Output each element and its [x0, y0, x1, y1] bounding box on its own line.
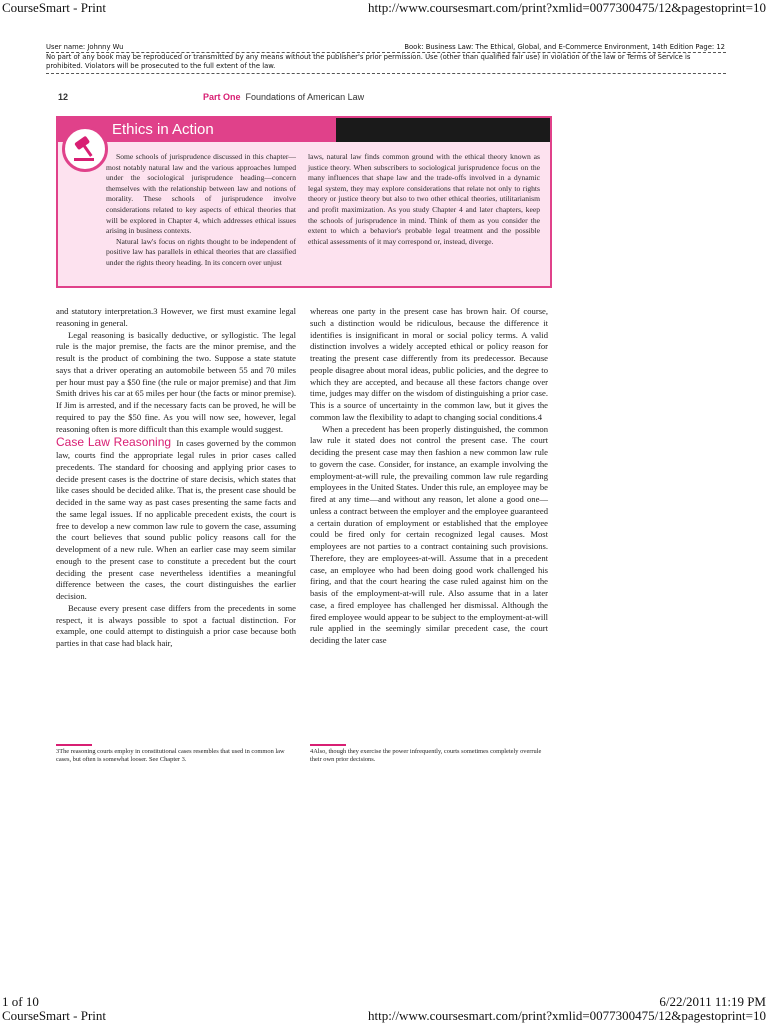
body-left-p3: In cases governed by the common law, courts find the appropriate legal rules in prior cases called precedents. The standard for choosing and applying prior cases to decide present cases is the doctrine of stare decisis, which states that like cases should be decided alike. That is, the present case should be decided in the same way as past cases presenting the same facts and the same legal issues. If no applicable precedent exists, the court is free to develop a new common law rule to govern the case, assuming the court believes that sound public policy reasons call for the development of a new rule. When an earlier case may seem similar enough to the present case to constitute a precedent but the court deciding the present case nevertheless identifies a meaningful difference between the cases, the court distinguishes the earlier decision.: [56, 438, 296, 601]
footnote-4: 4Also, though they exercise the power infrequently, courts sometimes completely overrule their own prior decisions.: [310, 748, 542, 764]
section-heading: Case Law Reasoning: [56, 435, 172, 450]
ethics-title-bar-dark: [336, 118, 550, 142]
ethics-left-p2: Natural law's focus on rights thought to be independent of positive law has parallels in ethical theories that are classified under the rights theory heading. In its concern over unjust: [106, 236, 296, 267]
ethics-title: Ethics in Action: [112, 121, 214, 138]
page-number: 12: [58, 92, 69, 102]
ethics-right-p1: laws, natural law finds common ground with the ethical theory known as justice theory. When subscribers to sociological jurisprudence focus on the many influences that shape law and the trade-offs involved in a dynamic legal system, they may explore considerations that relate not only to rights theory or justice theory but also to two other ethical theories, utilitarianism and profit maximization. As you study Chapter 4 and later chapters, keep the schools of jurisprudence in mind. Think of them as you consider the extent to which a behavior's probable legal treatment and the possible ethical assessments of it may correspond or, instead, diverge.: [308, 152, 540, 246]
footnote-3: 3The reasoning courts employ in constitutional cases resembles that used in common law cases, but often is somewhat looser. See Chapter 3.: [56, 748, 285, 764]
meta-divider-bottom: [46, 73, 726, 74]
body-right-column: [310, 306, 548, 647]
footnote-rule-right: [310, 744, 346, 746]
body-left-p2: Legal reasoning is basically deductive, or syllogistic. The legal rule is the major premise, the facts are the minor premise, and the result is the product of combining the two. Suppose a state statute says that a driver operating an automobile between 55 and 70 miles per hour must pay a $50 fine (the rule or major premise) and that Jim Smith drives his car at 65 miles per hour (the facts or minor premise). If Jim is arrested, and if the necessary facts can be proved, he will be required to pay the $50 fine. As you will now see, however, legal reasoning often is more difficult than this example would suggest.: [56, 329, 296, 434]
footnote-rule-left: [56, 744, 92, 746]
user-name: User name: Johnny Wu: [46, 43, 124, 51]
print-datetime: 6/22/2011 11:19 PM: [659, 994, 766, 1009]
body-left-column: [56, 306, 296, 650]
part-title: Foundations of American Law: [245, 92, 365, 102]
part-label: Part One: [203, 92, 241, 102]
ethics-left-p1: Some schools of jurisprudence discussed in this chapter—most notably natural law and the various approaches lumped under the sociological jurisprudence heading—concern themselves with the relationship between law and notions of morality. These schools of jurisprudence involve considerations related to key aspects of ethical theories that will be explored in Chapter 4, which addresses ethical issues arising in business contexts.: [106, 152, 296, 236]
gavel-icon: [62, 126, 108, 172]
ethics-right-column: [308, 152, 540, 247]
footer-url: http://www.coursesmart.com/print?xmlid=0077300475/12&pagestoprint=10: [368, 1008, 766, 1023]
browser-url: http://www.coursesmart.com/print?xmlid=0077300475/12&pagestoprint=10: [368, 0, 766, 15]
ethics-left-column: [106, 152, 296, 269]
body-left-p4: Because every present case differs from the precedents in some respect, it is always possible to spot a factual distinction. For example, one could attempt to distinguish a prior case because both parties in that case had black hair,: [56, 602, 296, 648]
book-info: Book: Business Law: The Ethical, Global, and E-Commerce Environment, 14th Edition Page: 12: [404, 43, 725, 51]
page-count: 1 of 10: [2, 994, 39, 1009]
body-left-intro: and statutory interpretation.3 However, we first must examine legal reasoning in general.: [56, 306, 296, 328]
ethics-box: [56, 116, 552, 288]
copyright-notice: No part of any book may be reproduced or transmitted by any means without the publisher's prior permission. Use (other than qualified fair use) in violation of the law or Terms of Service is prohibited. Violators will be prosecuted to the full extent of the law.: [46, 53, 691, 70]
case-law-paragraph: [56, 437, 296, 603]
body-right-p2: When a precedent has been properly distinguished, the common law rule it stated does not control the present case. The court deciding the present case may then fashion a new common law rule to govern the case. Consider, for instance, an example involving the employment-at-will rule, the prevailing common law rule regarding employees in the United States. Under this rule, an employee may be fired at any time—and without any reason, let alone a good one—unless a contract between the employer and the employee guaranteed a certain duration of employment or established that the employee could be fired only for certain recognized legal causes. Most employees are not parties to a contract containing such provisions. Therefore, they are employees-at-will. Assume that in a precedent case, an employee who had been doing good work challenged his firing, and that the court hearing the case ruled against him on the basis of the employment-at-will rule. Also assume that in a later case, a fired employee has challenged her dismissal. Although the fired employee would appear to be subject to the employment-at-will rule applied in the seemingly similar precedent case, the court deciding the later case: [310, 423, 548, 645]
running-head: [203, 92, 364, 102]
body-right-p1: whereas one party in the present case has brown hair. Of course, such a distinction would be ridiculous, because the difference it identifies is insignificant in moral or social policy terms. A valid distinction involves a widely accepted ethical or policy reason for treating the present case differently from its predecessor. Because people disagree about moral ideas, public policies, and the degree to which they are accepted, and because all these factors change over time, judges may differ on the wisdom of distinguishing a prior case. This is a source of uncertainty in the common law, but it gives the common law the flexibility to adapt to changing social conditions.4: [310, 306, 548, 422]
footer-title: CourseSmart - Print: [2, 1008, 106, 1023]
browser-title: CourseSmart - Print: [2, 0, 106, 15]
